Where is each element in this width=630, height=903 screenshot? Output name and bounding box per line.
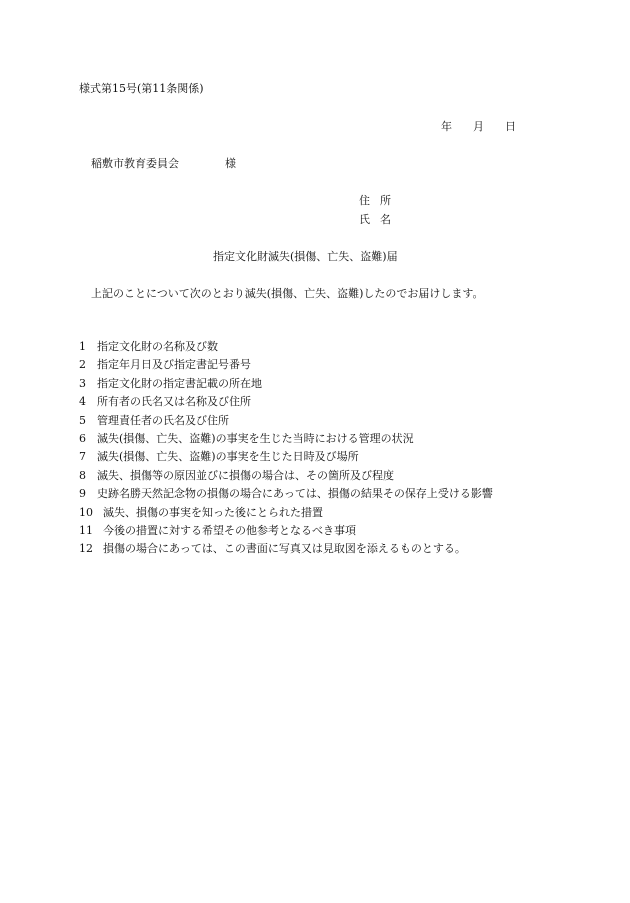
item-number: 2 <box>79 358 86 372</box>
date-year-label: 年 <box>441 120 452 133</box>
address-label-char-1: 住 <box>359 194 370 207</box>
list-item <box>79 469 493 487</box>
name-label-char-2: 名 <box>380 213 391 226</box>
list-item <box>79 414 493 432</box>
list-item <box>79 542 493 560</box>
item-text: 今後の措置に対する希望その他参考となるべき事項 <box>103 523 356 537</box>
recipient-honorific: 様 <box>225 157 236 170</box>
name-label-char-1: 氏 <box>359 213 370 226</box>
item-number: 12 <box>79 542 93 556</box>
list-item <box>79 524 493 542</box>
item-text: 所有者の氏名又は名称及び住所 <box>97 395 251 409</box>
list-item <box>79 450 493 468</box>
intro-text: 上記のことについて次のとおり滅失(損傷、亡失、盗難)したのでお届けします。 <box>91 287 484 300</box>
item-number: 10 <box>79 505 93 519</box>
recipient <box>91 157 236 171</box>
address-label <box>359 194 391 208</box>
list-item <box>79 377 493 395</box>
item-text: 指定文化財の名称及び数 <box>97 340 218 353</box>
list-item <box>79 340 493 358</box>
list-item <box>79 506 493 524</box>
item-number: 9 <box>79 487 86 501</box>
item-list <box>79 340 493 561</box>
item-number: 1 <box>79 340 86 353</box>
recipient-name: 稲敷市教育委員会 <box>91 157 179 170</box>
form-number: 様式第15号(第11条関係) <box>79 82 204 95</box>
item-number: 4 <box>79 395 86 409</box>
list-item <box>79 395 493 413</box>
list-item <box>79 487 493 505</box>
item-number: 6 <box>79 431 86 445</box>
item-text: 指定文化財の指定書記載の所在地 <box>97 376 262 390</box>
item-text: 指定年月日及び指定書記号番号 <box>97 358 251 372</box>
item-number: 3 <box>79 376 86 390</box>
document-title: 指定文化財滅失(損傷、亡失、盗難)届 <box>213 250 398 263</box>
item-text: 滅失、損傷等の原因並びに損傷の場合は、その箇所及び程度 <box>97 468 394 482</box>
item-text: 滅失、損傷の事実を知った後にとられた措置 <box>103 505 323 519</box>
item-text: 損傷の場合にあっては、この書面に写真又は見取図を添えるものとする。 <box>103 542 466 556</box>
item-text: 滅失(損傷、亡失、盗難)の事実を生じた日時及び場所 <box>97 450 359 464</box>
item-number: 5 <box>79 413 86 427</box>
item-text: 滅失(損傷、亡失、盗難)の事実を生じた当時における管理の状況 <box>97 431 414 445</box>
name-label <box>359 213 391 227</box>
item-number: 8 <box>79 468 86 482</box>
list-item <box>79 358 493 376</box>
item-number: 11 <box>79 523 93 537</box>
list-item <box>79 432 493 450</box>
address-label-char-2: 所 <box>380 194 391 207</box>
item-text: 管理責任者の氏名及び住所 <box>97 413 229 427</box>
date-day-label: 日 <box>505 120 516 133</box>
item-number: 7 <box>79 450 86 464</box>
date-line <box>441 120 516 134</box>
item-text: 史跡名勝天然記念物の損傷の場合にあっては、損傷の結果その保存上受ける影響 <box>97 487 493 501</box>
date-month-label: 月 <box>473 120 484 133</box>
